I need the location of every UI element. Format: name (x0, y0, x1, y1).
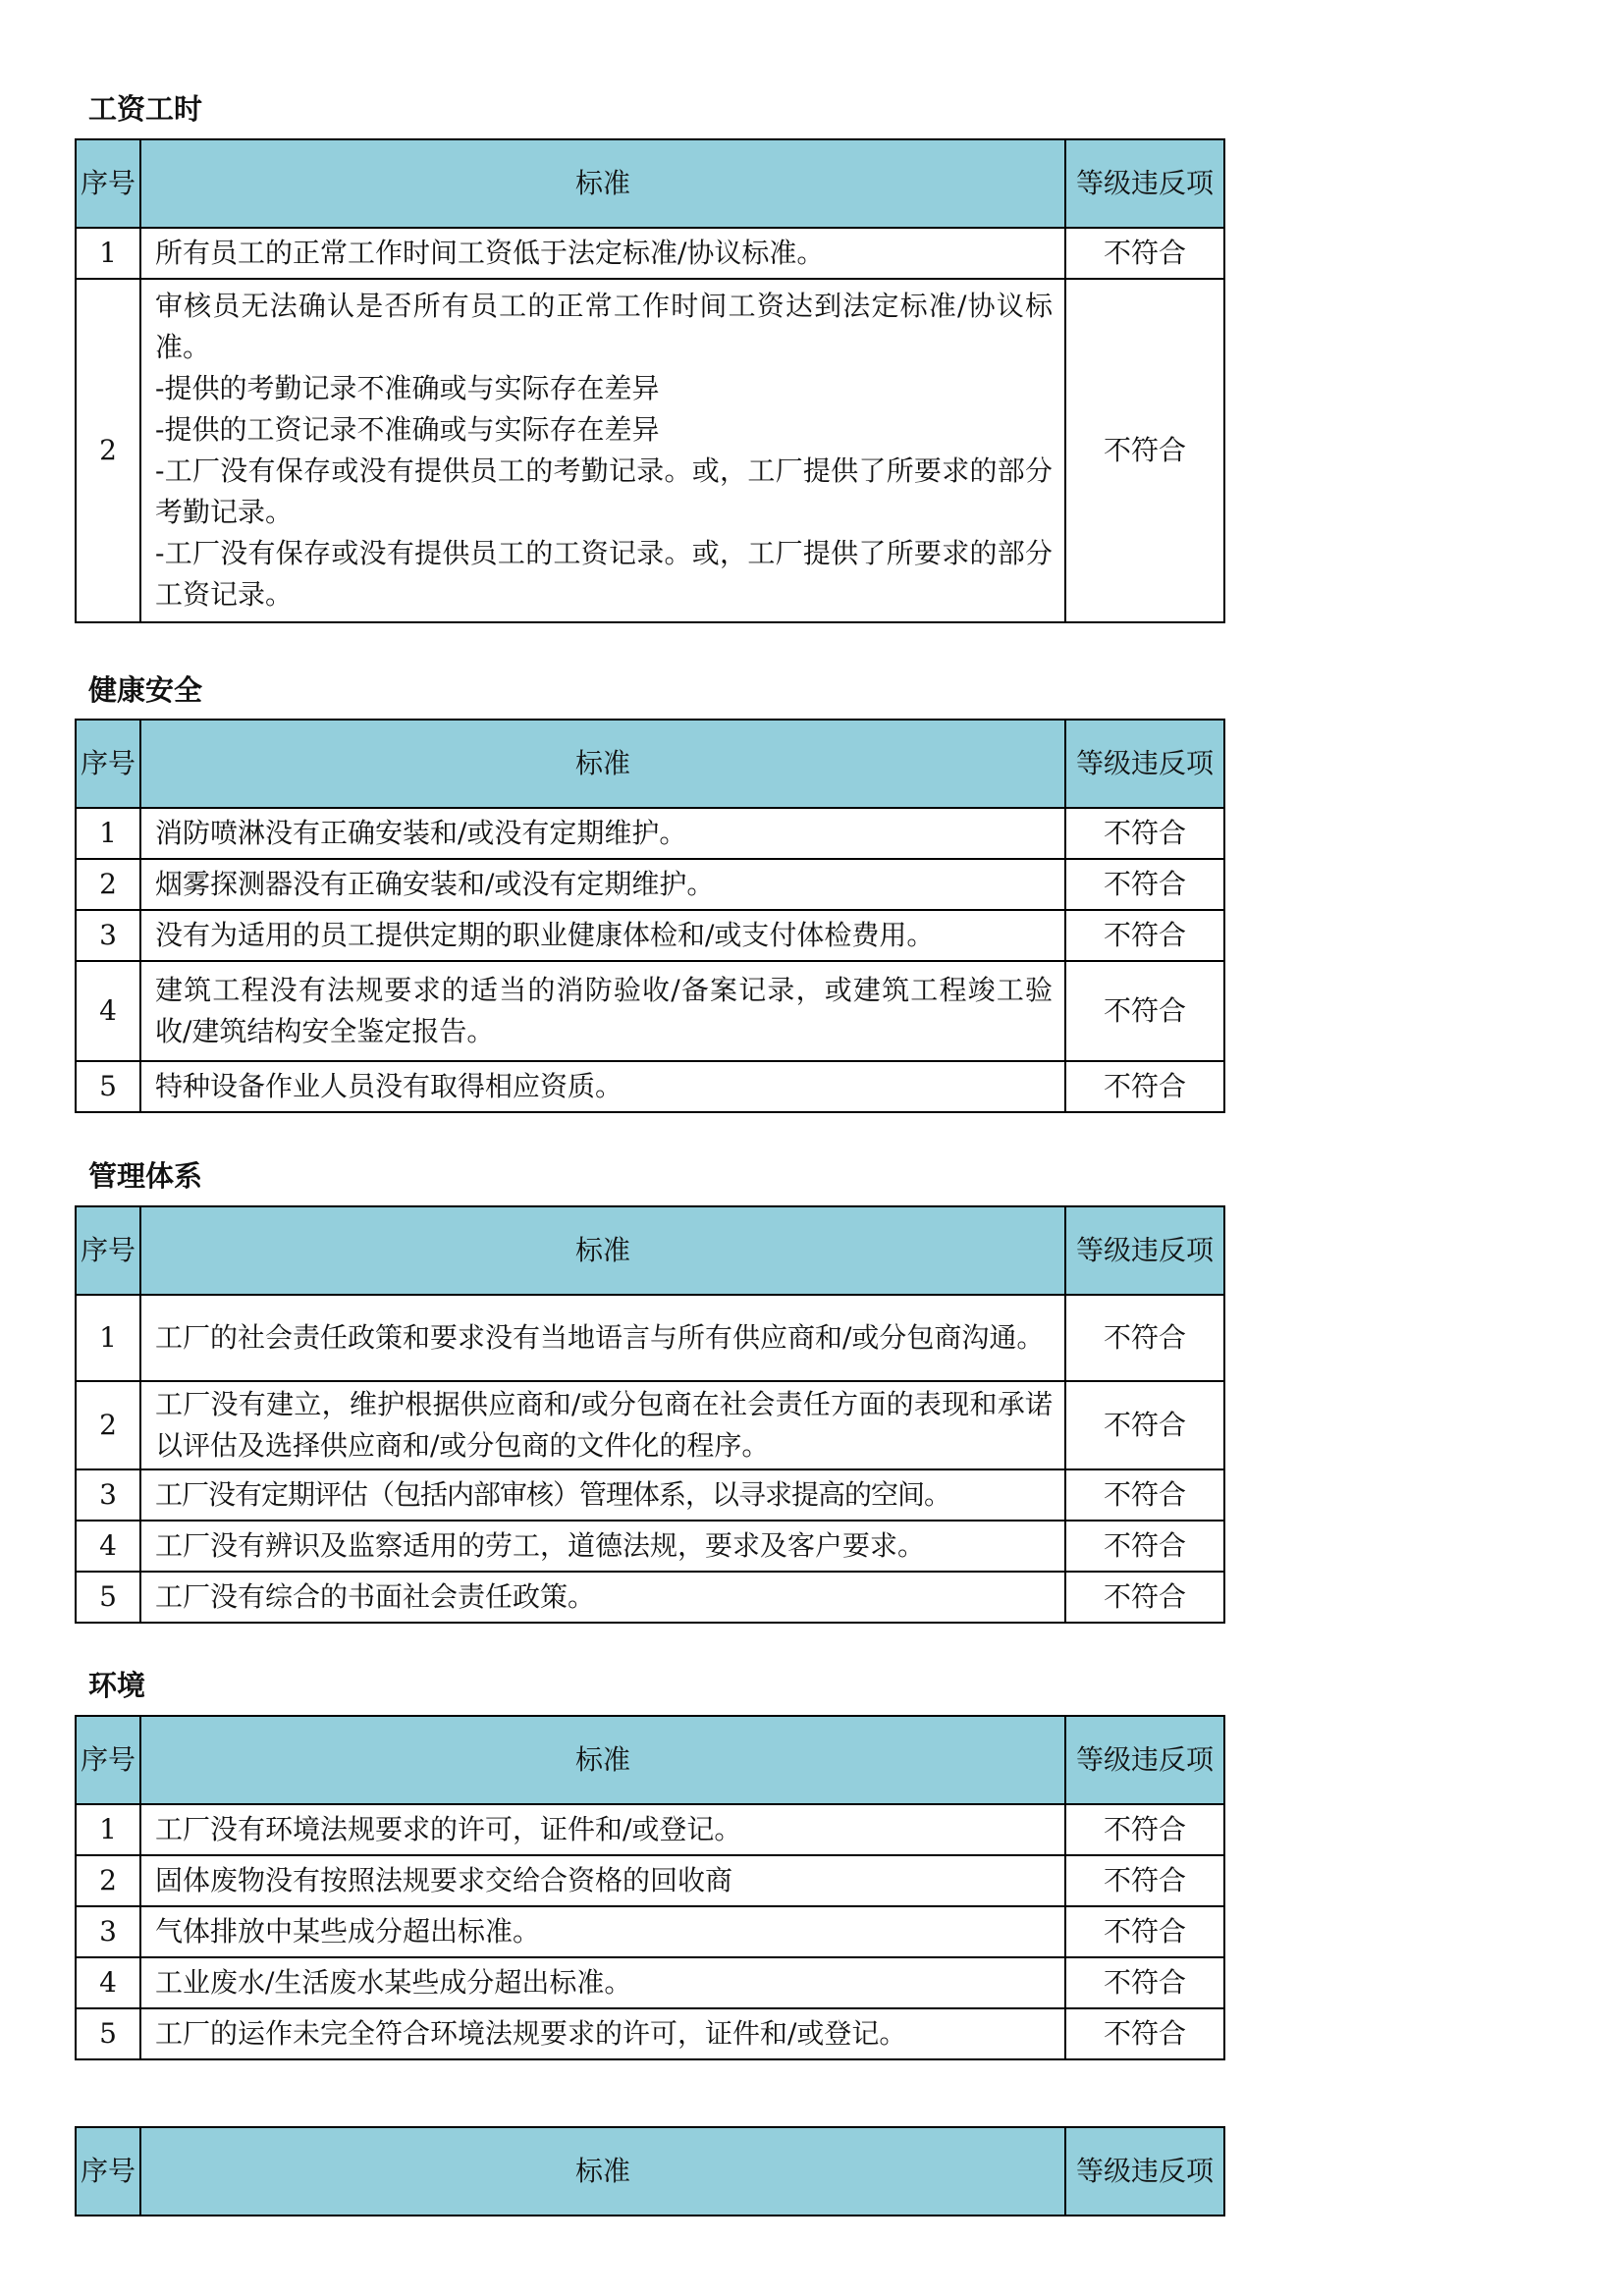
row-no: 4 (76, 1957, 140, 2008)
standards-table-environment (75, 1715, 1225, 2060)
row-no: 4 (76, 1521, 140, 1572)
row-no: 1 (76, 808, 140, 859)
standard-text: 消防喷淋没有正确安装和/或没有定期维护。 (155, 817, 687, 849)
standard-text: 工厂没有定期评估（包括内部审核）管理体系，以寻求提高的空间。 (155, 1478, 951, 1511)
header-no: 序号 (76, 720, 140, 808)
table-row (76, 1855, 1224, 1906)
header-level: 等级违反项 (1065, 1206, 1224, 1295)
row-no: 3 (76, 1906, 140, 1957)
table-row (76, 2008, 1224, 2059)
standard-text: -提供的考勤记录不准确或与实际存在差异 (155, 372, 660, 404)
row-no: 2 (76, 859, 140, 910)
row-level: 不符合 (1065, 859, 1224, 910)
row-standard (140, 1572, 1065, 1623)
header-no: 序号 (76, 2127, 140, 2216)
standard-text: 烟雾探测器没有正确安装和/或没有定期维护。 (155, 868, 715, 900)
row-standard (140, 808, 1065, 859)
header-standard: 标准 (140, 1206, 1065, 1295)
standard-text: 特种设备作业人员没有取得相应资质。 (155, 1070, 623, 1102)
header-standard: 标准 (140, 2127, 1065, 2216)
table-row (76, 228, 1224, 279)
table-row (76, 808, 1224, 859)
section-title-wages: 工资工时 (88, 92, 203, 126)
row-standard (140, 910, 1065, 961)
row-standard (140, 1855, 1065, 1906)
row-standard (140, 228, 1065, 279)
row-no: 2 (76, 1855, 140, 1906)
row-standard (140, 1381, 1065, 1469)
standards-table-wages (75, 138, 1225, 623)
table-header-row (76, 139, 1224, 228)
row-no: 5 (76, 1572, 140, 1623)
row-standard (140, 1521, 1065, 1572)
table-row (76, 1521, 1224, 1572)
row-level: 不符合 (1065, 1572, 1224, 1623)
row-level: 不符合 (1065, 1469, 1224, 1521)
standard-text: 审核员无法确认是否所有员工的正常工作时间工资达到法定标准/协议标准。 (155, 290, 1053, 363)
row-level: 不符合 (1065, 1521, 1224, 1572)
standards-table-health-safety (75, 719, 1225, 1113)
row-standard (140, 2008, 1065, 2059)
standard-text: 工厂的运作未完全符合环境法规要求的许可，证件和/或登记。 (155, 2017, 907, 2050)
section-title-management: 管理体系 (88, 1159, 203, 1193)
header-level: 等级违反项 (1065, 139, 1224, 228)
row-standard (140, 1906, 1065, 1957)
table-row (76, 1804, 1224, 1855)
row-no: 1 (76, 1295, 140, 1381)
table-row (76, 1061, 1224, 1112)
row-standard (140, 279, 1065, 622)
table-header-row (76, 2127, 1224, 2216)
standard-text: -工厂没有保存或没有提供员工的考勤记录。或，工厂提供了所要求的部分考勤记录。 (155, 454, 1053, 528)
table-row (76, 1295, 1224, 1381)
standard-text: 没有为适用的员工提供定期的职业健康体检和/或支付体检费用。 (155, 919, 935, 951)
row-no: 2 (76, 279, 140, 622)
row-standard (140, 1957, 1065, 2008)
row-level: 不符合 (1065, 1957, 1224, 2008)
header-standard: 标准 (140, 139, 1065, 228)
row-standard (140, 1469, 1065, 1521)
table-row (76, 1906, 1224, 1957)
row-level: 不符合 (1065, 1804, 1224, 1855)
row-no: 1 (76, 1804, 140, 1855)
standard-text: 工厂没有辨识及监察适用的劳工，道德法规，要求及客户要求。 (155, 1529, 926, 1562)
table-row (76, 279, 1224, 622)
row-no: 4 (76, 961, 140, 1061)
row-standard (140, 859, 1065, 910)
standard-text: -工厂没有保存或没有提供员工的工资记录。或，工厂提供了所要求的部分工资记录。 (155, 537, 1053, 611)
header-no: 序号 (76, 139, 140, 228)
row-no: 5 (76, 1061, 140, 1112)
row-standard (140, 1804, 1065, 1855)
standard-text: 气体排放中某些成分超出标准。 (155, 1915, 541, 1948)
header-level: 等级违反项 (1065, 1716, 1224, 1804)
row-level: 不符合 (1065, 228, 1224, 279)
table-row (76, 859, 1224, 910)
standard-text: 建筑工程没有法规要求的适当的消防验收/备案记录，或建筑工程竣工验收/建筑结构安全鉴定报告。 (155, 974, 1053, 1047)
table-header-row (76, 720, 1224, 808)
standards-table-management (75, 1205, 1225, 1624)
row-no: 2 (76, 1381, 140, 1469)
row-no: 3 (76, 910, 140, 961)
row-level: 不符合 (1065, 2008, 1224, 2059)
standard-text: 所有员工的正常工作时间工资低于法定标准/协议标准。 (155, 237, 825, 269)
table-header-row (76, 1206, 1224, 1295)
row-level: 不符合 (1065, 1381, 1224, 1469)
standards-table-next (75, 2126, 1225, 2216)
row-level: 不符合 (1065, 808, 1224, 859)
standard-text: 工厂没有建立，维护根据供应商和/或分包商在社会责任方面的表现和承诺以评估及选择供应商和/或分包商的文件化的程序。 (155, 1388, 1053, 1462)
row-level: 不符合 (1065, 279, 1224, 622)
row-no: 1 (76, 228, 140, 279)
standard-text: -提供的工资记录不准确或与实际存在差异 (155, 413, 660, 446)
standard-text: 工厂没有综合的书面社会责任政策。 (155, 1580, 596, 1613)
header-no: 序号 (76, 1206, 140, 1295)
header-level: 等级违反项 (1065, 2127, 1224, 2216)
table-row (76, 1469, 1224, 1521)
row-level: 不符合 (1065, 1295, 1224, 1381)
standard-text: 工厂没有环境法规要求的许可，证件和/或登记。 (155, 1813, 742, 1845)
table-row (76, 910, 1224, 961)
row-level: 不符合 (1065, 910, 1224, 961)
table-row (76, 1381, 1224, 1469)
row-standard (140, 1061, 1065, 1112)
table-row (76, 1572, 1224, 1623)
header-level: 等级违反项 (1065, 720, 1224, 808)
table-row (76, 1957, 1224, 2008)
row-level: 不符合 (1065, 961, 1224, 1061)
row-standard (140, 961, 1065, 1061)
standard-text: 固体废物没有按照法规要求交给合资格的回收商 (155, 1864, 733, 1896)
row-no: 5 (76, 2008, 140, 2059)
header-standard: 标准 (140, 720, 1065, 808)
standard-text: 工业废水/生活废水某些成分超出标准。 (155, 1966, 632, 1999)
header-standard: 标准 (140, 1716, 1065, 1804)
table-header-row (76, 1716, 1224, 1804)
section-title-health-safety: 健康安全 (88, 673, 203, 707)
row-level: 不符合 (1065, 1906, 1224, 1957)
row-level: 不符合 (1065, 1855, 1224, 1906)
table-row (76, 961, 1224, 1061)
row-no: 3 (76, 1469, 140, 1521)
header-no: 序号 (76, 1716, 140, 1804)
row-level: 不符合 (1065, 1061, 1224, 1112)
standard-text: 工厂的社会责任政策和要求没有当地语言与所有供应商和/或分包商沟通。 (155, 1321, 1045, 1354)
section-title-environment: 环境 (88, 1669, 146, 1702)
row-standard (140, 1295, 1065, 1381)
